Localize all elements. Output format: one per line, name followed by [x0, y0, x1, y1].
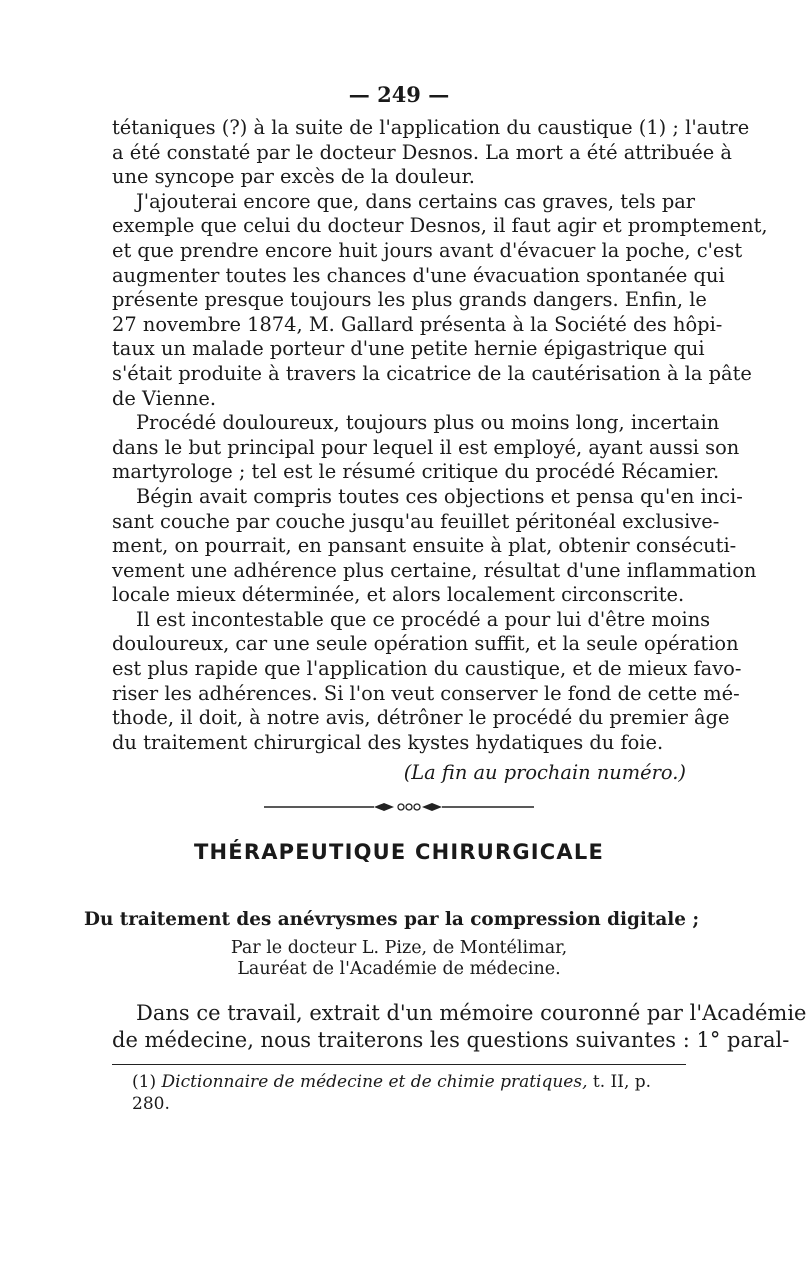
text-line: J'ajouterai encore que, dans certains cas graves, tels par	[136, 189, 696, 213]
text-line: 27 novembre 1874, M. Gallard présenta à la Société des hôpi-	[112, 312, 723, 336]
text-line: du traitement chirurgical des kystes hydatiques du foie.	[112, 730, 664, 754]
text-line: augmenter toutes les chances d'une évacuation spontanée qui	[112, 263, 725, 287]
text-line: douloureux, car une seule opération suffit, et la seule opération	[112, 632, 739, 656]
paragraph-3	[112, 411, 740, 485]
text-line: a été constaté par le docteur Desnos. La mort a été attribuée à	[112, 140, 732, 164]
text-line: Il est incontestable que ce procédé a pour lui d'être moins	[136, 607, 711, 631]
article-title: Du traitement des anévrysmes par la compression digitale ;	[84, 909, 700, 931]
byline-author: Par le docteur L. Pize, de Montélimar,	[230, 938, 568, 959]
paragraph-1	[112, 116, 750, 190]
paragraph-4	[112, 484, 757, 608]
footnote-marker: (1)	[132, 1072, 157, 1093]
text-line: de médecine, nous traiterons les questions suivantes : 1° paral-	[112, 1028, 790, 1053]
text-line: thode, il doit, à notre avis, détrôner le procédé du premier âge	[112, 706, 730, 730]
text-line: sant couche par couche jusqu'au feuillet péritonéal exclusive-	[112, 509, 720, 533]
text-line: taux un malade porteur d'une petite hernie épigastrique qui	[112, 337, 705, 361]
text-line: une syncope par excès de la douleur.	[112, 165, 475, 189]
text-line: s'était produite à travers la cicatrice de la cautérisation à la pâte	[112, 361, 752, 385]
text-line: riser les adhérences. Si l'on veut conserver le fond de cette mé-	[112, 681, 740, 705]
document-page	[84, 82, 806, 1115]
text-line: locale mieux déterminée, et alors localement circonscrite.	[112, 583, 685, 607]
paragraph-2	[112, 189, 768, 411]
text-line: présente presque toujours les plus grands dangers. Enfin, le	[112, 288, 707, 312]
text-line: et que prendre encore huit jours avant d'évacuer la poche, c'est	[112, 238, 743, 262]
article-intro	[112, 1000, 806, 1054]
text-line: vement une adhérence plus certaine, résultat d'une inflammation	[112, 558, 757, 582]
text-line: est plus rapide que l'application du caustique, et de mieux favo-	[112, 657, 742, 681]
paragraph-5	[112, 607, 742, 756]
text-line: dans le but principal pour lequel il est employé, ayant aussi son	[112, 435, 740, 459]
footnote-reference: t. II, p. 280.	[132, 1072, 652, 1115]
section-title: THÉRAPEUTIQUE CHIRURGICALE	[194, 840, 604, 865]
text-line: Procédé douloureux, toujours plus ou moins long, incertain	[136, 411, 720, 435]
continuation-note: (La fin au prochain numéro.)	[403, 761, 686, 785]
text-line: Dans ce travail, extrait d'un mémoire couronné par l'Académie	[136, 1001, 806, 1026]
text-line: de Vienne.	[112, 386, 217, 410]
text-line: tétaniques (?) à la suite de l'application du caustique (1) ; l'autre	[112, 116, 750, 139]
byline	[112, 938, 686, 980]
text-line: ment, on pourrait, en pansant ensuite à plat, obtenir consécuti-	[112, 534, 737, 558]
byline-affiliation: Lauréat de l'Académie de médecine.	[237, 959, 561, 980]
page-number: — 249 —	[348, 82, 450, 107]
text-line: martyrologe ; tel est le résumé critique du procédé Récamier.	[112, 460, 720, 484]
footnote	[112, 1071, 686, 1115]
text-line: Bégin avait compris toutes ces objections et pensa qu'en inci-	[136, 484, 743, 508]
footnote-source: Dictionnaire de médecine et de chimie pratiques,	[161, 1072, 588, 1093]
ornamental-divider	[264, 800, 534, 814]
text-line: exemple que celui du docteur Desnos, il faut agir et promptement,	[112, 214, 768, 238]
footnote-rule	[112, 1064, 686, 1065]
